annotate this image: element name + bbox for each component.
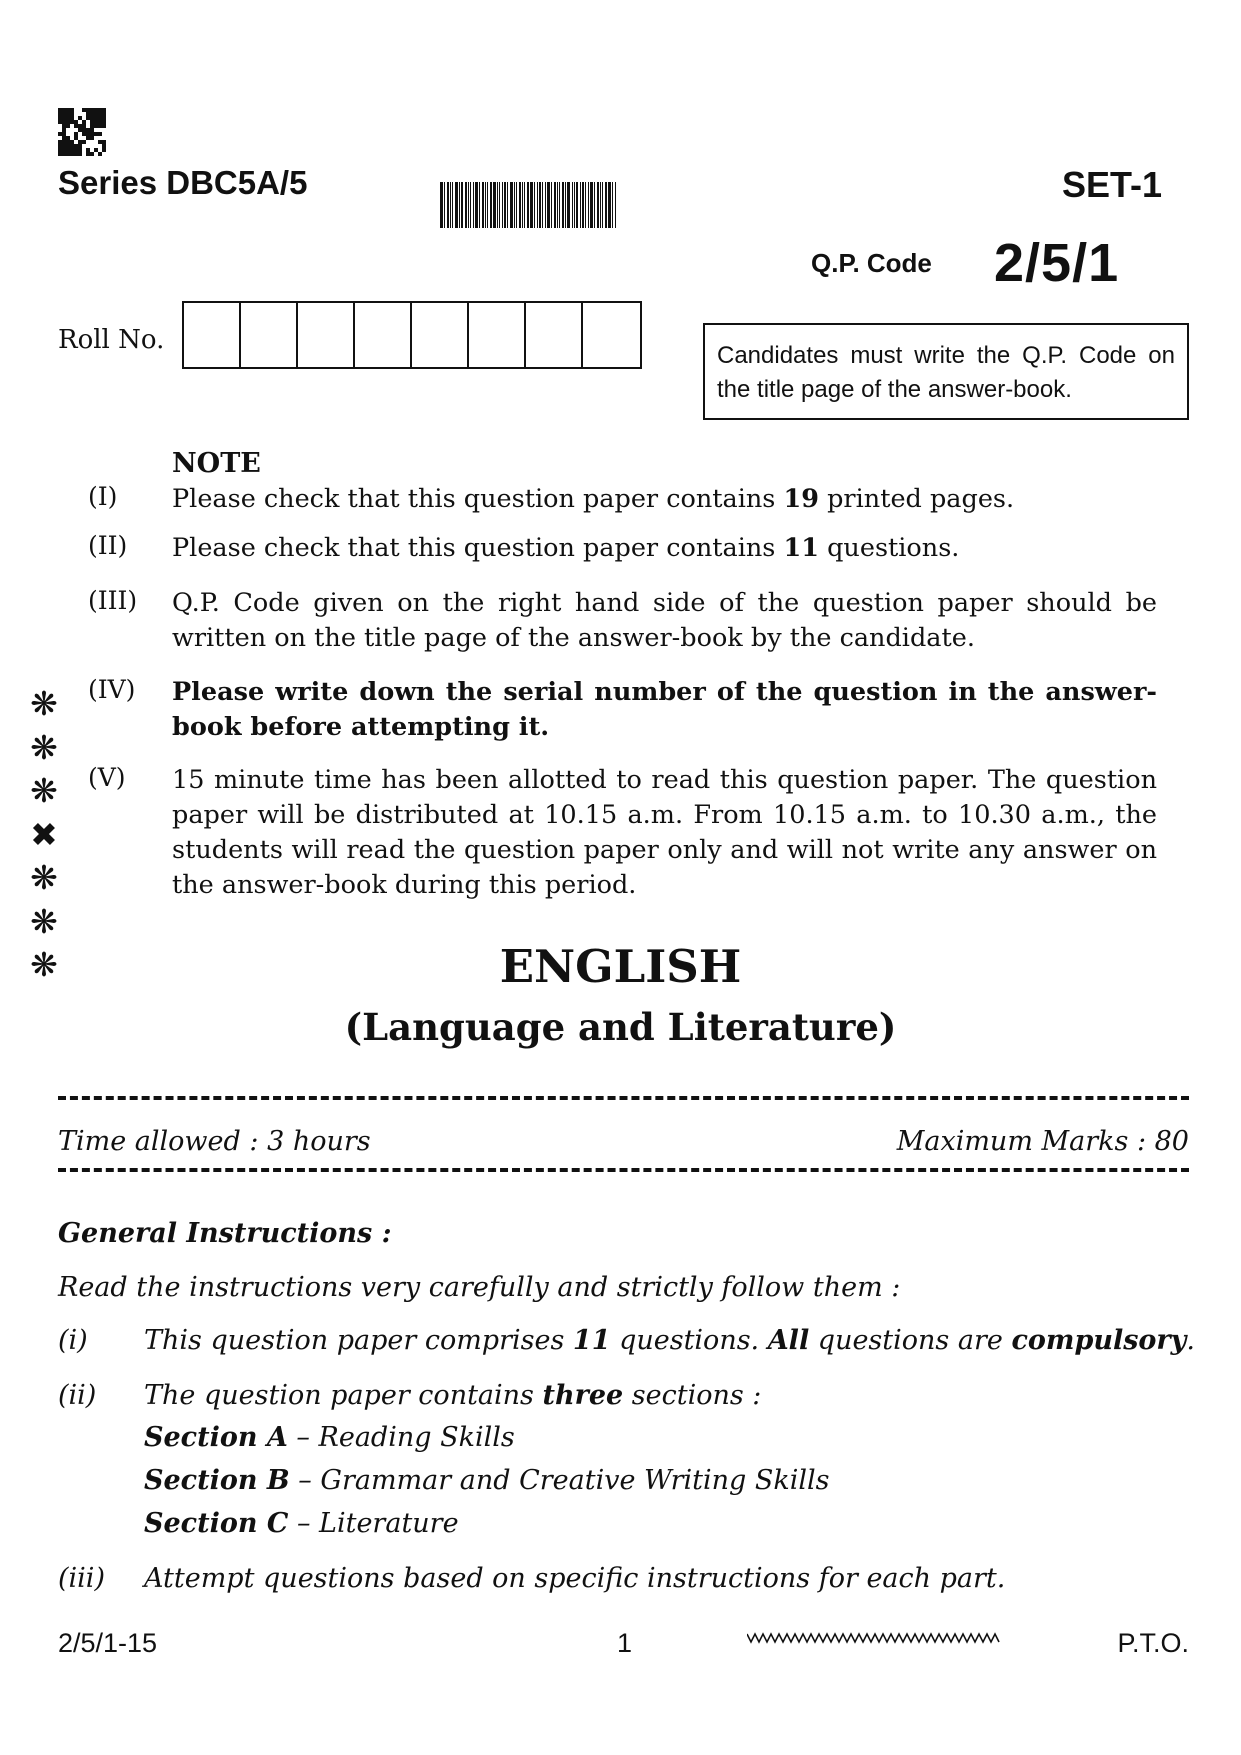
cross-icon: ✖ [30,814,58,854]
wavy-line-icon [747,1628,1000,1648]
note-item-number: (IV) [88,675,136,704]
roll-digit-box[interactable] [526,303,583,367]
dashed-divider [58,1096,1189,1100]
maximum-marks: Maximum Marks : 80 [896,1126,1189,1157]
roll-number-boxes[interactable] [182,301,642,369]
asterisk-icon: ❋ [30,727,58,767]
set-label: SET-1 [1062,164,1163,205]
qp-code-notice: Candidates must write the Q.P. Code on the title page of the answer-book. [703,323,1189,420]
instruction-text: The question paper contains three sections : [144,1380,762,1411]
instruction-text: This question paper comprises 11 questions. All questions are compulsory. [144,1325,1195,1356]
roll-digit-box[interactable] [298,303,355,367]
roll-digit-box[interactable] [469,303,526,367]
qp-code-value: 2/5/1 [994,233,1120,293]
instruction-number: (i) [58,1325,88,1356]
note-item-number: (I) [88,482,118,511]
instruction-text: Attempt questions based on specific instructions for each part. [144,1563,1006,1594]
roll-digit-box[interactable] [355,303,412,367]
pto-label: P.T.O. [1117,1628,1189,1658]
subject-title: ENGLISH [499,940,742,993]
note-item-text: Please check that this question paper contains 19 printed pages. [172,484,1015,514]
roll-number-label: Roll No. [58,325,165,355]
asterisk-icon: ❋ [30,684,58,723]
series-label: Series DBC5A/5 [58,164,308,201]
section-line: Section B – Grammar and Creative Writing Skills [144,1465,830,1496]
roll-digit-box[interactable] [583,303,640,367]
note-item-text: Please write down the serial number of the question in the answer-book before attempting it. [172,677,1157,742]
roll-digit-box[interactable] [412,303,469,367]
note-item-text: Q.P. Code given on the right hand side of the question paper should be written on the title page of the answer-book by the candidate. [172,588,1157,653]
note-item-text: Please check that this question paper contains 11 questions. [172,533,960,563]
instruction-number: (iii) [58,1563,105,1594]
instructions-intro: Read the instructions very carefully and strictly follow them : [58,1272,901,1303]
note-item-text: 15 minute time has been allotted to read this question paper. The question paper will be distributed at 10.15 a.m. From 10.15 a.m. to 10.30 a.m., the students will read the question paper only and will not write any answer on the answer-book during this period. [172,765,1157,900]
asterisk-icon: ❋ [30,858,58,897]
qr-code [58,108,106,156]
footer-paper-code: 2/5/1-15 [58,1628,158,1658]
instruction-number: (ii) [58,1380,97,1411]
asterisk-icon: ❋ [30,771,58,810]
roll-digit-box[interactable] [241,303,298,367]
qp-code-label: Q.P. Code [811,248,932,278]
note-item-number: (II) [88,531,128,560]
barcode [440,182,658,228]
dashed-divider [58,1168,1189,1172]
instructions-heading: General Instructions : [58,1218,392,1249]
note-heading: NOTE [172,448,261,479]
page-number: 1 [617,1628,633,1658]
asterisk-icon: ❋ [30,901,58,941]
note-item-number: (V) [88,763,126,792]
section-line: Section A – Reading Skills [144,1422,515,1453]
subject-subtitle: (Language and Literature) [344,1005,897,1049]
roll-digit-box[interactable] [184,303,241,367]
note-item-number: (III) [88,586,138,615]
section-line: Section C – Literature [144,1508,459,1539]
asterisk-icon: ❋ [30,945,58,984]
time-allowed: Time allowed : 3 hours [58,1126,371,1157]
